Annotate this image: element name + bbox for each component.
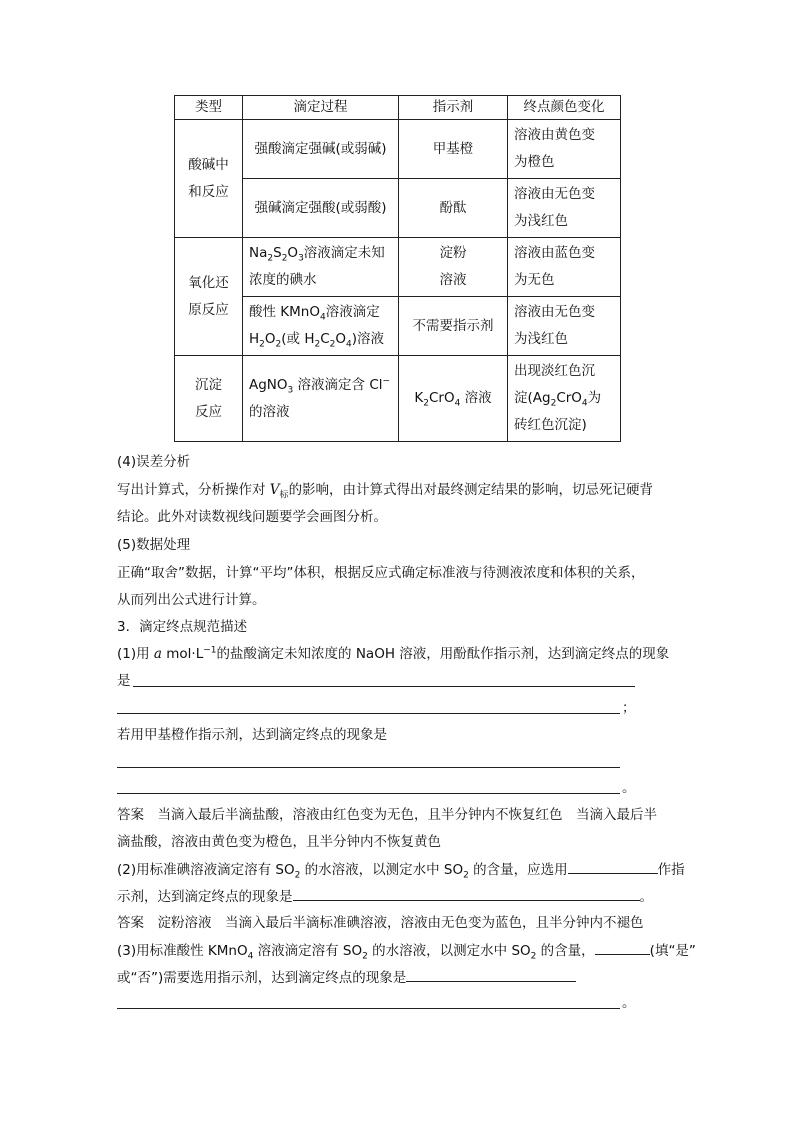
period: 。 (622, 995, 636, 1011)
process-cell: 强酸滴定强碱(或弱碱) (243, 120, 399, 179)
process-cell: AgNO$_3$ 溶液滴定含 Cl− 的溶液 (243, 356, 399, 442)
answer-blank-line[interactable] (117, 1008, 620, 1009)
color-change-cell: 出现淡红色沉 淀($Ag_2CrO_4$为 砖红色沉淀) (508, 356, 621, 442)
header-indicator: 指示剂 (399, 96, 508, 120)
question-1-line4: 若用甲基橙作指示剂，达到滴定终点的现象是 (117, 727, 387, 743)
indicator-blank[interactable] (568, 855, 658, 874)
answer-blank-line[interactable] (133, 686, 635, 687)
section-5-paragraph-line1: 正确“取舍”数据，计算“平均”体积，根据反应式确定标准液与待测液浓度和体积的关系， (117, 565, 645, 581)
answer-label: 答案 (117, 807, 144, 823)
indicator-cell: 淀粉 溶液 (399, 238, 508, 297)
answer-blank-line[interactable] (117, 793, 620, 794)
type-redox: 氧化还 原反应 (175, 238, 243, 356)
section-4-title: (4)误差分析 (117, 454, 191, 470)
section-3-heading: 3．滴定终点规范描述 (117, 619, 248, 635)
section-5-paragraph-line2: 从而列出公式进行计算。 (117, 592, 266, 608)
section-4-paragraph-line2: 结论。此外对读数视线问题要学会画图分析。 (117, 509, 387, 525)
answer-blank-line[interactable] (117, 767, 620, 768)
indicator-cell: $K_2CrO_4$ 溶液 (399, 356, 508, 442)
color-change-cell: 溶液由黄色变 为橙色 (508, 120, 621, 179)
answer-blank-line[interactable] (293, 882, 640, 901)
answer-1-line1: 答案 当滴入最后半滴盐酸，溶液由红色变为无色，且半分钟内不恢复红色 当滴入最后半 (117, 807, 657, 823)
color-change-cell: 溶液由蓝色变 为无色 (508, 238, 621, 297)
process-cell: 强碱滴定强酸(或弱酸) (243, 179, 399, 238)
answer-label: 答案 (117, 915, 144, 931)
answer-blank-line[interactable] (117, 713, 620, 714)
process-cell: $Na_2S_2O_3$溶液滴定未知 浓度的碘水 (243, 238, 399, 297)
table-row (175, 120, 621, 179)
yes-no-blank[interactable] (595, 936, 650, 955)
answer-2: 答案 淀粉溶液 当滴入最后半滴标准碘溶液，溶液由无色变为蓝色，且半分钟内不褪色 (117, 915, 644, 931)
color-change-cell: 溶液由无色变 为浅红色 (508, 297, 621, 356)
header-process: 滴定过程 (243, 96, 399, 120)
indicator-cell: 不需要指示剂 (399, 297, 508, 356)
header-type: 类型 (175, 96, 243, 120)
section-4-paragraph-line1: 写出计算式，分析操作对 $V_标$的影响，由计算式得出对最终测定结果的影响，切忌死记硬背 (117, 482, 654, 501)
table-row (175, 238, 621, 297)
question-1-line2: 是 (117, 673, 131, 689)
process-cell: 酸性 KMnO$_4$溶液滴定 $H_2O_2$(或 $H_2C_2O_4$)溶液 (243, 297, 399, 356)
semicolon: ； (622, 700, 636, 716)
type-acid-base: 酸碱中 和反应 (175, 120, 243, 238)
indicator-cell: 甲基橙 (399, 120, 508, 179)
color-change-cell: 溶液由无色变 为浅红色 (508, 179, 621, 238)
titration-table (174, 95, 621, 442)
question-3-line1: (3)用标准酸性 KMnO$_4$ 溶液滴定溶有 $SO_2$ 的水溶液，以测定水中 $SO_2$ 的含量， (填“是” (117, 936, 696, 964)
period: 。 (622, 780, 636, 796)
indicator-cell: 酚酞 (399, 179, 508, 238)
section-5-title: (5)数据处理 (117, 537, 191, 553)
question-2-line2: 示剂，达到滴定终点的现象是 。 (117, 882, 653, 910)
table-row (175, 356, 621, 442)
question-3-line2: 或“否”)需要选用指示剂，达到滴定终点的现象是 (117, 963, 576, 991)
table-header-row (175, 96, 621, 120)
header-color-change: 终点颜色变化 (508, 96, 621, 120)
type-precipitation: 沉淀 反应 (175, 356, 243, 442)
answer-blank-line[interactable] (406, 963, 576, 982)
question-1-line1: (1)用 a $mol\cdot L^{-1}$的盐酸滴定未知浓度的 NaOH 溶液，用酚酞作指示剂，达到滴定终点的现象 (117, 645, 670, 662)
answer-1-line2: 滴盐酸，溶液由黄色变为橙色，且半分钟内不恢复黄色 (117, 834, 441, 850)
question-2-line1: (2)用标准碘溶液滴定溶有 $SO_2$ 的水溶液，以测定水中 $SO_2$ 的含量，应选用 作指 (117, 855, 685, 883)
